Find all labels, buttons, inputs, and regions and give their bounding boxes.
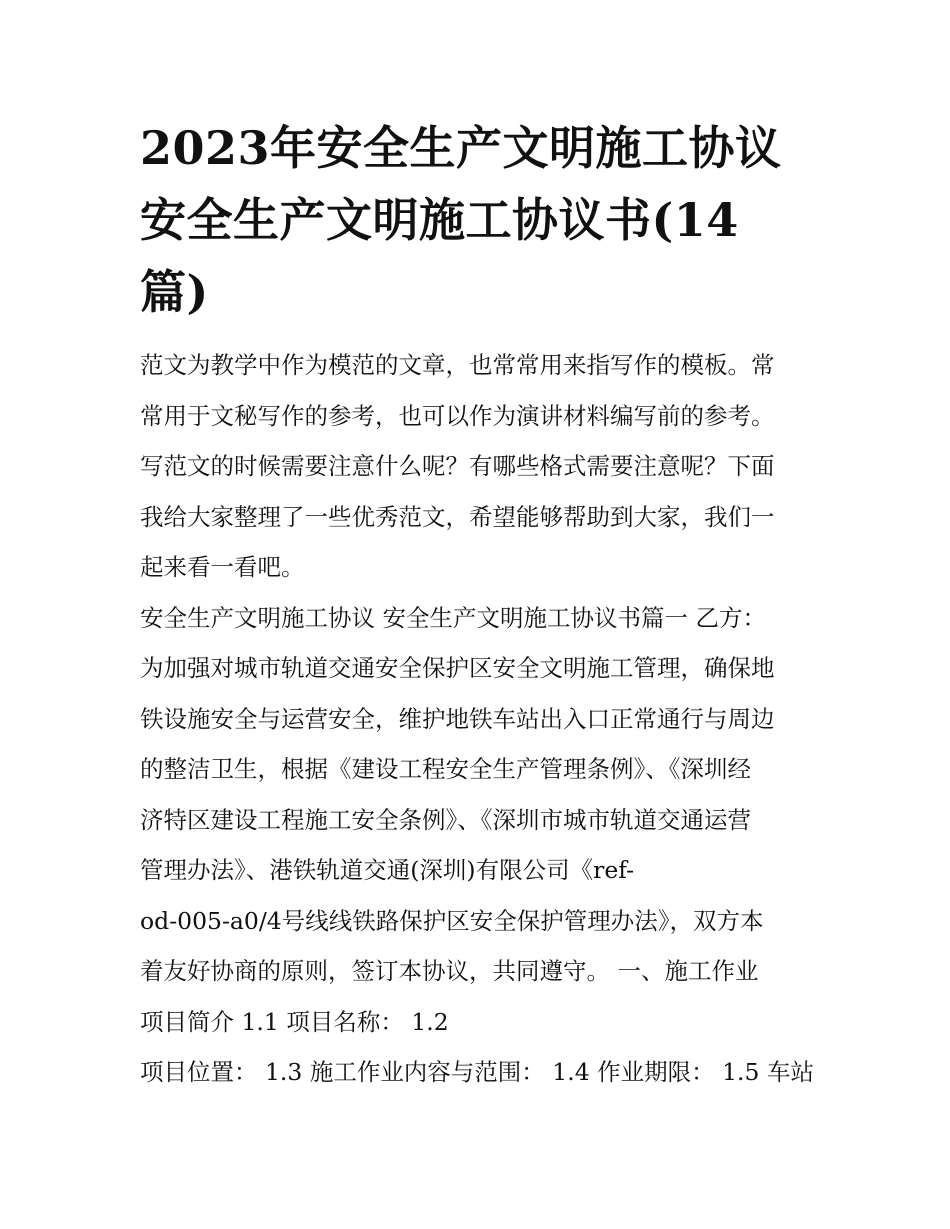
intro-line-2: 常用于文秘写作的参考，也可以作为演讲材料编写前的参考。 [140,401,775,430]
title-line-2: 安全生产文明施工协议书(14 [140,193,739,247]
body-paragraph [140,593,812,1048]
document-page [140,112,812,1098]
body-line-7: od-005-a0/4号线线铁路保护区安全保护管理办法》，双方本 [140,906,764,935]
body-line-4: 的整洁卫生，根据《建设工程安全生产管理条例》、《深圳经 [140,755,751,783]
body-line-3: 铁设施安全与运营安全，维护地铁车站出入口正常通行与周边 [140,704,775,733]
title-line-3: 篇) [140,265,209,319]
intro-line-5: 起来看一看吧。 [140,553,305,581]
body-line-2: 为加强对城市轨道交通安全保护区安全文明施工管理，确保地 [140,654,775,682]
intro-line-4: 我给大家整理了一些优秀范文，希望能够帮助到大家，我们一 [140,502,775,531]
document-title [140,112,812,328]
last-paragraph [140,1047,812,1098]
body-line-5: 济特区建设工程施工安全条例》、《深圳市城市轨道交通运营 [140,805,751,834]
intro-line-3: 写范文的时候需要注意什么呢？有哪些格式需要注意呢？下面 [140,452,775,480]
body-line-9: 项目简介 1.1 项目名称： 1.2 [140,1007,449,1036]
body-line-6: 管理办法》、港铁轨道交通(深圳)有限公司《ref- [140,856,635,884]
body-line-1: 安全生产文明施工协议 安全生产文明施工协议书篇一 乙方： [140,603,766,632]
intro-line-1: 范文为教学中作为模范的文章，也常常用来指写作的模板。常 [140,351,775,379]
body-line-8: 着友好协商的原则，签订本协议，共同遵守。 一、施工作业 [140,957,759,985]
intro-paragraph [140,340,812,593]
last-line-1: 项目位置： 1.3 施工作业内容与范围： 1.4 作业期限： 1.5 车站 [140,1058,814,1086]
title-line-1: 2023年安全生产文明施工协议 [140,121,782,175]
